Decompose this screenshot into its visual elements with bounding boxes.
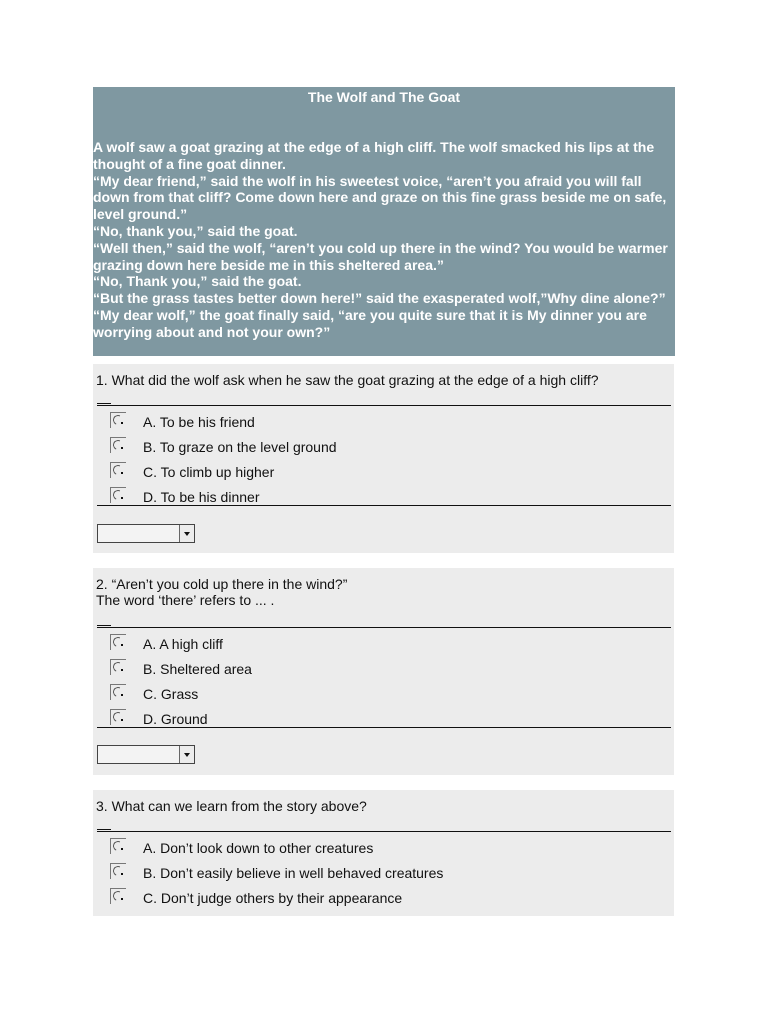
radio-button[interactable] — [110, 462, 126, 478]
question-1-text — [96, 372, 666, 388]
option-label: B. Don’t easily believe in well behaved creatures — [143, 865, 444, 881]
story-paragraph: “No, Thank you,” said the goat. — [93, 273, 302, 290]
story-paragraph: “No, thank you,” said the goat. — [93, 222, 298, 239]
question-3-box — [93, 790, 674, 916]
radio-button[interactable] — [110, 888, 126, 904]
story-paragraph: “My dear wolf,” the goat finally said, “are you quite sure that it is My dinner you are worrying about and not your own?” — [93, 306, 647, 340]
story-title: The Wolf and The Goat — [307, 89, 461, 105]
radio-button[interactable] — [110, 684, 126, 700]
story-body — [93, 139, 675, 341]
answer-select-2[interactable] — [97, 745, 195, 764]
chevron-down-icon[interactable] — [179, 525, 194, 542]
radio-button[interactable] — [110, 838, 126, 854]
answer-select-1[interactable] — [97, 524, 195, 543]
question-divider — [97, 831, 671, 832]
option-label: B. Sheltered area — [143, 661, 252, 677]
story-panel — [93, 87, 675, 356]
option-label: A. A high cliff — [143, 636, 223, 652]
radio-button[interactable] — [110, 709, 126, 725]
radio-button[interactable] — [110, 487, 126, 503]
question-2-line2: The word ‘there’ refers to ... . — [96, 592, 275, 608]
question-2-line1: 2. “Aren’t you cold up there in the wind?” — [96, 576, 348, 592]
question-2-text — [96, 576, 666, 608]
question-3-line1: 3. What can we learn from the story above? — [96, 798, 367, 814]
option-label: C. Don’t judge others by their appearance — [143, 890, 403, 906]
story-paragraph: A wolf saw a goat grazing at the edge of a high cliff. The wolf smacked his lips at the thought of a fine goat dinner. — [93, 139, 655, 172]
question-2-box — [93, 568, 674, 775]
option-label: C. Grass — [143, 686, 199, 702]
story-paragraph: “But the grass tastes better down here!” said the exasperated wolf,”Why dine alone?” — [93, 290, 666, 307]
option-label: C. To climb up higher — [143, 464, 275, 480]
radio-button[interactable] — [110, 412, 126, 428]
story-paragraph: “My dear friend,” said the wolf in his sweetest voice, “aren’t you afraid you will fall down from that cliff? Come down here and graze on this fine grass beside me on safe, level ground.” — [93, 172, 667, 223]
story-paragraph: “Well then,” said the wolf, “aren’t you cold up there in the wind? You would be warmer grazing down here beside me in this sheltered area.” — [93, 239, 668, 273]
question-divider — [97, 627, 671, 628]
question-3-text — [96, 798, 666, 814]
option-label: D. To be his dinner — [143, 489, 260, 505]
question-1-line1: 1. What did the wolf ask when he saw the goat grazing at the edge of a high cliff? — [96, 372, 599, 388]
chevron-down-icon[interactable] — [179, 746, 194, 763]
option-label: D. Ground — [143, 711, 208, 727]
options-bottom-rule — [97, 505, 671, 506]
question-1-box — [93, 364, 674, 553]
question-divider — [97, 405, 671, 406]
option-label: B. To graze on the level ground — [143, 439, 337, 455]
option-label: A. Don’t look down to other creatures — [143, 840, 374, 856]
option-label: A. To be his friend — [143, 414, 255, 430]
radio-button[interactable] — [110, 634, 126, 650]
radio-button[interactable] — [110, 863, 126, 879]
radio-button[interactable] — [110, 659, 126, 675]
radio-button[interactable] — [110, 437, 126, 453]
options-bottom-rule — [97, 727, 671, 728]
